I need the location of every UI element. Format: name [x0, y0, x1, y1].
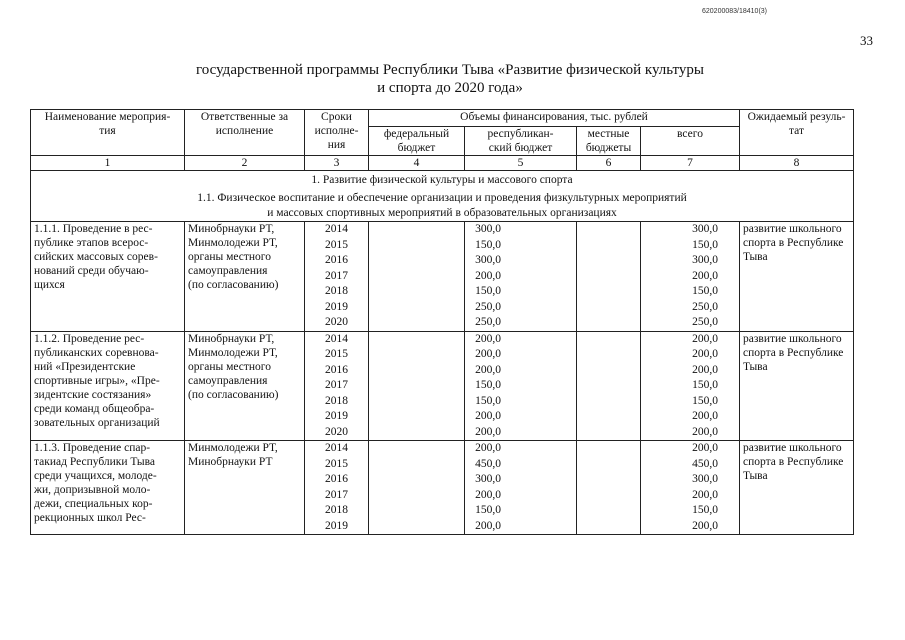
event-name: 1.1.1. Проведение в рес- публике этапов всерос- сийских массовых сорев- нований среди обучаю- щихся	[31, 222, 185, 332]
total-cell-value: 200,0	[692, 442, 718, 454]
years-cell-value: 2014	[325, 332, 348, 345]
header-republican: республикан- ский бюджет	[465, 127, 577, 156]
local-budget-cell	[577, 331, 641, 441]
republican-budget-cell-value: 300,0	[475, 473, 501, 485]
total-cell-value: 200,0	[692, 269, 718, 282]
republican-budget-cell-value: 200,0	[475, 425, 501, 438]
years-cell-value: 2020	[325, 316, 348, 328]
total-cell-value: 200,0	[692, 519, 718, 532]
header-terms: Сроки исполне- ния	[305, 110, 369, 156]
republican-budget-cell-value: 200,0	[475, 363, 501, 376]
years-cell-value: 2017	[325, 379, 348, 391]
republican-budget-cell-value: 200,0	[475, 488, 501, 501]
republican-budget-cell-value: 150,0	[475, 238, 501, 251]
years-cell-value: 2019	[325, 410, 348, 422]
republican-budget-cell	[465, 441, 577, 535]
header-federal: федеральный бюджет	[369, 127, 465, 156]
republican-budget-cell-value: 150,0	[475, 504, 501, 516]
column-number: 6	[577, 156, 641, 171]
header-result: Ожидаемый резуль- тат	[740, 110, 854, 156]
republican-budget-cell-value: 200,0	[475, 348, 501, 360]
years-cell-value: 2018	[325, 285, 348, 297]
responsible-parties: Минмолодежи РТ, Минобрнауки РТ	[185, 441, 305, 535]
years-cell-value: 2016	[325, 473, 348, 485]
header-local: местные бюджеты	[577, 127, 641, 156]
years-cell-value: 2016	[325, 363, 348, 376]
table-row	[31, 222, 854, 332]
header-name: Наименование мероприя- тия	[31, 110, 185, 156]
table-row	[31, 441, 854, 535]
total-cell-value: 150,0	[692, 394, 718, 407]
program-table	[30, 109, 854, 535]
years-cell-value: 2017	[325, 488, 348, 501]
republican-budget-cell-value: 200,0	[475, 410, 501, 422]
table-row	[31, 331, 854, 441]
subsection-title: 1.1. Физическое воспитание и обеспечение организации и проведения физкультурных мероприятий и массовых спортивных мероприятий в образовательных организациях	[197, 192, 687, 219]
column-number: 2	[185, 156, 305, 171]
total-cell-value: 200,0	[692, 363, 718, 376]
federal-budget-cell	[369, 441, 465, 535]
republican-budget-cell-value: 150,0	[475, 285, 501, 297]
responsible-parties: Минобрнауки РТ, Минмолодежи РТ, органы местного самоуправления (по согласованию)	[185, 331, 305, 441]
column-number: 3	[305, 156, 369, 171]
years-cell-value: 2015	[325, 348, 348, 360]
republican-budget-cell-value: 250,0	[475, 300, 501, 313]
section-header	[31, 171, 854, 222]
header-responsible: Ответственные за исполнение	[185, 110, 305, 156]
republican-budget-cell	[465, 222, 577, 332]
section-title: 1. Развитие физической культуры и массового спорта	[311, 174, 573, 186]
local-budget-cell	[577, 441, 641, 535]
total-cell	[641, 441, 740, 535]
page-number: 33	[860, 33, 873, 48]
column-number: 4	[369, 156, 465, 171]
years-cell	[305, 222, 369, 332]
header-total: всего	[641, 127, 740, 156]
total-cell-value: 200,0	[692, 410, 718, 422]
total-cell-value: 300,0	[692, 223, 718, 235]
republican-budget-cell-value: 200,0	[475, 519, 501, 532]
total-cell	[641, 331, 740, 441]
years-cell-value: 2019	[325, 300, 348, 313]
total-cell-value: 200,0	[692, 488, 718, 501]
column-number: 5	[465, 156, 577, 171]
federal-budget-cell	[369, 331, 465, 441]
total-cell-value: 150,0	[692, 238, 718, 251]
years-cell-value: 2015	[325, 238, 348, 251]
total-cell	[641, 222, 740, 332]
republican-budget-cell-value: 200,0	[475, 442, 501, 454]
event-name: 1.1.2. Проведение рес- публиканских соревнова- ний «Президентские спортивные игры», «Пре- зидентские состязания» среди команд общеобра- зовательных организаций	[31, 331, 185, 441]
total-cell-value: 200,0	[692, 332, 718, 345]
total-cell-value: 300,0	[692, 473, 718, 485]
years-cell-value: 2016	[325, 254, 348, 266]
republican-budget-cell-value: 200,0	[475, 269, 501, 282]
total-cell-value: 150,0	[692, 379, 718, 391]
years-cell-value: 2014	[325, 223, 348, 235]
years-cell	[305, 331, 369, 441]
column-number: 1	[31, 156, 185, 171]
total-cell-value: 150,0	[692, 504, 718, 516]
years-cell-value: 2015	[325, 457, 348, 470]
total-cell-value: 200,0	[692, 348, 718, 360]
republican-budget-cell-value: 150,0	[475, 379, 501, 391]
republican-budget-cell-value: 250,0	[475, 316, 501, 328]
total-cell-value: 300,0	[692, 254, 718, 266]
years-cell-value: 2018	[325, 394, 348, 407]
header-financing: Объемы финансирования, тыс. рублей	[369, 110, 740, 127]
republican-budget-cell-value: 150,0	[475, 394, 501, 407]
years-cell-value: 2014	[325, 442, 348, 454]
page-title-line-2: и спорта до 2020 года»	[377, 80, 523, 96]
column-number: 8	[740, 156, 854, 171]
years-cell-value: 2020	[325, 425, 348, 438]
total-cell-value: 200,0	[692, 425, 718, 438]
federal-budget-cell	[369, 222, 465, 332]
expected-result: развитие школьного спорта в Республике Тыва	[740, 222, 854, 332]
local-budget-cell	[577, 222, 641, 332]
responsible-parties: Минобрнауки РТ, Минмолодежи РТ, органы местного самоуправления (по согласованию)	[185, 222, 305, 332]
total-cell-value: 150,0	[692, 285, 718, 297]
republican-budget-cell-value: 450,0	[475, 457, 501, 470]
republican-budget-cell	[465, 331, 577, 441]
total-cell-value: 250,0	[692, 316, 718, 328]
years-cell-value: 2019	[325, 519, 348, 532]
event-name: 1.1.3. Проведение спар- такиад Республики Тыва среди учащихся, молоде- жи, допризывной моло- дежи, специальных кор- рекционных школ Рес-	[31, 441, 185, 535]
republican-budget-cell-value: 300,0	[475, 223, 501, 235]
republican-budget-cell-value: 200,0	[475, 332, 501, 345]
republican-budget-cell-value: 300,0	[475, 254, 501, 266]
expected-result: развитие школьного спорта в Республике Тыва	[740, 331, 854, 441]
expected-result: развитие школьного спорта в Республике Тыва	[740, 441, 854, 535]
page-title-line-1: государственной программы Республики Тыва «Развитие физической культуры	[196, 62, 704, 78]
document-id: 620200083/18410(3)	[702, 8, 768, 15]
years-cell-value: 2018	[325, 504, 348, 516]
years-cell	[305, 441, 369, 535]
years-cell-value: 2017	[325, 269, 348, 282]
total-cell-value: 450,0	[692, 457, 718, 470]
column-number: 7	[641, 156, 740, 171]
total-cell-value: 250,0	[692, 300, 718, 313]
